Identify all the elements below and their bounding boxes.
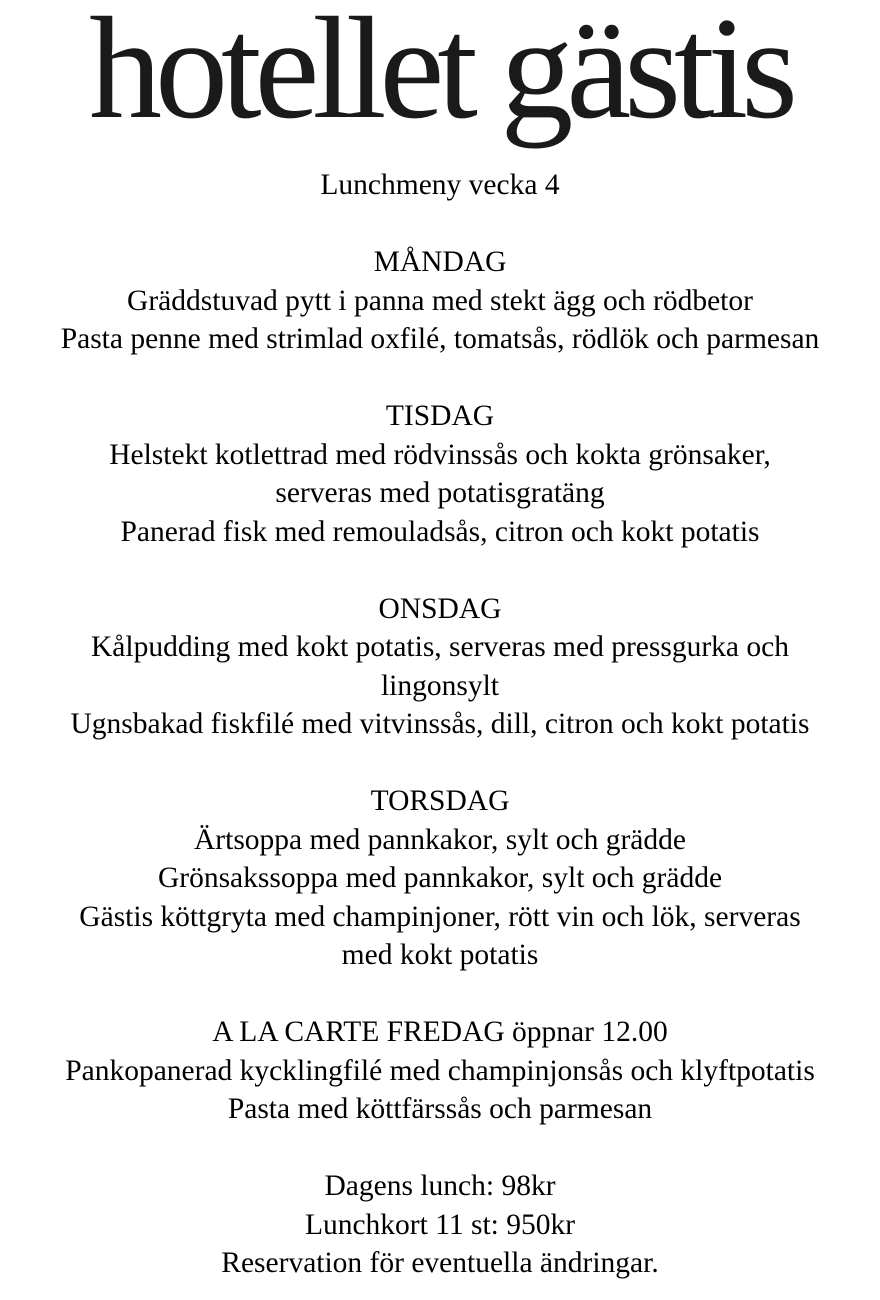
logo-area: [0, 0, 880, 160]
friday-section: [0, 1013, 880, 1129]
day-heading-friday: A LA CARTE FREDAG öppnar 12.00: [212, 1016, 668, 1048]
spacer: [0, 205, 880, 244]
day-heading-tuesday: TISDAG: [385, 400, 495, 432]
dish-line: Gästis köttgryta med champinjoner, rött vin och lök, serveras: [79, 900, 801, 933]
day-heading-thursday: TORSDAG: [370, 785, 510, 817]
lunch-card-price: Lunchkort 11 st: 950kr: [304, 1208, 576, 1241]
tuesday-section: [0, 397, 880, 551]
dish-line: Helstekt kotlettrad med rödvinssås och kokta grönsaker,: [109, 438, 771, 471]
dish-line: Kålpudding med kokt potatis, serveras med pressgurka och: [90, 631, 789, 663]
dish-line: serveras med potatisgratäng: [275, 477, 605, 509]
lunch-menu: [0, 166, 880, 1283]
thursday-section: [0, 782, 880, 975]
dish-line: Gräddstuvad pytt i panna med stekt ägg och rödbetor: [127, 284, 753, 317]
footer-section: [0, 1167, 880, 1283]
spacer: [0, 359, 880, 398]
lunch-price: Dagens lunch: 98kr: [324, 1170, 556, 1202]
disclaimer: Reservation för eventuella ändringar.: [221, 1247, 659, 1279]
dish-line: Panerad fisk med remouladsås, citron och kokt potatis: [120, 515, 760, 548]
menu-title: Lunchmeny vecka 4: [320, 169, 560, 201]
spacer: [0, 744, 880, 783]
hotel-logo: hotellet gästis: [89, 0, 791, 149]
dish-line: lingonsylt: [380, 669, 499, 702]
wednesday-section: [0, 590, 880, 744]
dish-line: Grönsakssoppa med pannkakor, sylt och grädde: [157, 862, 723, 894]
dish-line: Ugnsbakad fiskfilé med vitvinssås, dill, citron och kokt potatis: [70, 708, 810, 740]
monday-section: [0, 243, 880, 359]
dish-line: Pasta penne med strimlad oxfilé, tomatsås, rödlök och parmesan: [60, 323, 820, 355]
day-heading-wednesday: ONSDAG: [378, 592, 502, 625]
spacer: [0, 975, 880, 1014]
spacer: [0, 551, 880, 590]
dish-line: Pasta med köttfärssås och parmesan: [227, 1093, 653, 1125]
dish-line: Ärtsoppa med pannkakor, sylt och grädde: [194, 823, 686, 856]
dish-line: Pankopanerad kycklingfilé med champinjonsås och klyftpotatis: [65, 1054, 815, 1087]
day-heading-monday: MÅNDAG: [373, 246, 507, 278]
dish-line: med kokt potatis: [341, 939, 539, 971]
spacer: [0, 1129, 880, 1168]
